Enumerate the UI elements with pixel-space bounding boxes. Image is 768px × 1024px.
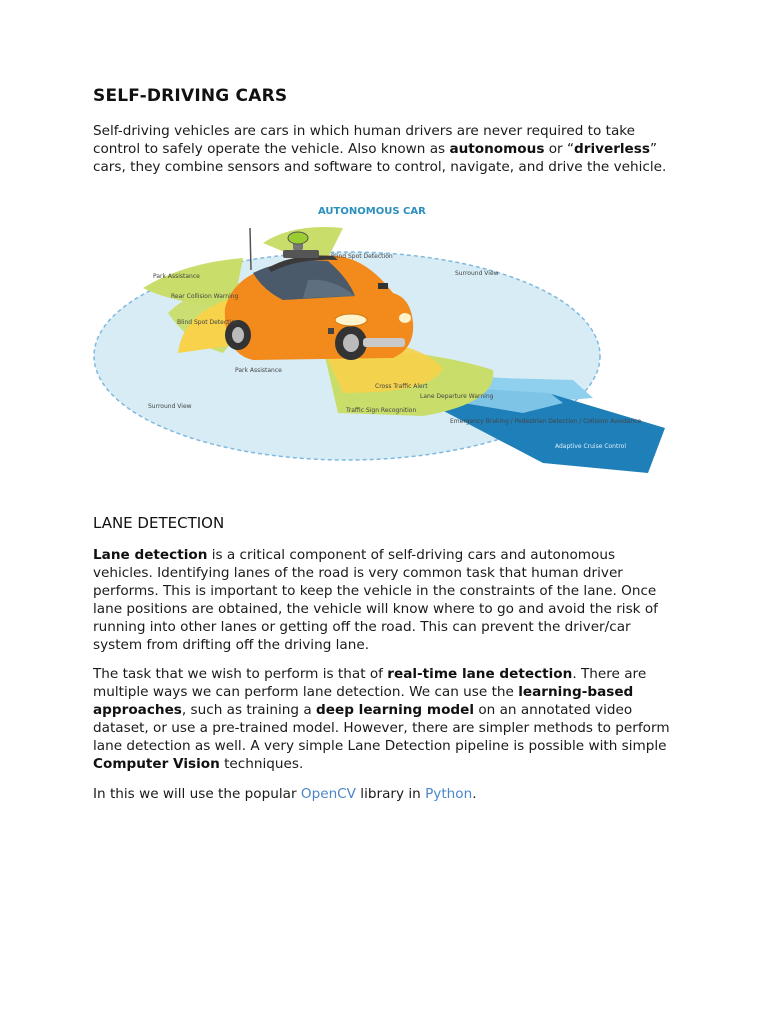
bold-deep-learning: deep learning model	[316, 702, 475, 718]
opencv-paragraph	[93, 785, 678, 803]
label-park-assistance-top: Park Assistance	[153, 273, 200, 280]
figure-title: AUTONOMOUS CAR	[318, 206, 426, 217]
intro-bold-driverless: driverless	[574, 141, 650, 157]
autonomous-car-figure	[93, 198, 678, 476]
label-cross-traffic: Cross Traffic Alert	[375, 383, 428, 390]
para3-text-2: . There are multiple ways we can perform lane detection. We can use the	[93, 666, 647, 700]
para3-text-4: on an annotated video dataset, or use a pre-trained model. However, there are simpler methods to perform lane detection as well. A very simple Lane Detection pipeline is possible with simple	[93, 702, 670, 754]
bold-learning-based: learning-based approaches	[93, 684, 634, 718]
para4-text-1: In this we will use the popular	[93, 786, 301, 802]
label-lane-departure: Lane Departure Warning	[420, 393, 494, 400]
autonomous-car-illustration	[93, 198, 678, 476]
label-adaptive-cruise: Adaptive Cruise Control	[555, 443, 627, 450]
label-blind-spot-left: Blind Spot Detection	[177, 319, 239, 326]
lane-detection-paragraph	[93, 546, 678, 654]
para2-text-1: is a critical component of self-driving cars and autonomous vehicles. Identifying lanes of the road is very common task that human driver performs. This is important to keep the vehicle in the constraints of the lane. Once lane positions are obtained, the vehicle will know where to go and avoid the risk of running into other lanes or getting off the road. This can prevent the driver/car system from drifting off the driving lane.	[93, 547, 658, 653]
page-title: SELF-DRIVING CARS	[93, 86, 288, 106]
bold-lane-detection: Lane detection	[93, 547, 208, 563]
label-park-assistance-bottom: Park Assistance	[235, 367, 282, 374]
opencv-link[interactable]: OpenCV	[300, 786, 356, 802]
intro-text-1: Self-driving vehicles are cars in which human drivers are never required to take control to safely operate the vehicle. Also known as	[93, 123, 636, 157]
para4-text-3: .	[472, 786, 477, 802]
label-surround-view-left: Surround View	[148, 403, 192, 410]
bold-computer-vision: Computer Vision	[93, 756, 220, 772]
intro-text-3: ” cars, they combine sensors and software to control, navigate, and drive the vehicle.	[93, 141, 667, 175]
label-emergency-braking: Emergency Braking / Pedestrian Detection / Collision Avoidance	[450, 418, 642, 425]
bold-real-time: real-time lane detection	[387, 666, 573, 682]
label-rear-collision: Rear Collision Warning	[171, 293, 239, 300]
python-link[interactable]: Python	[425, 786, 473, 802]
label-traffic-sign: Traffic Sign Recognition	[346, 407, 417, 414]
intro-paragraph	[93, 122, 678, 176]
task-paragraph	[93, 665, 678, 773]
para3-text-1: The task that we wish to perform is that of	[93, 666, 388, 682]
intro-text-2: or “	[544, 141, 575, 157]
para4-text-2: library in	[355, 786, 426, 802]
para3-text-5: techniques.	[219, 756, 304, 772]
label-surround-view-right: Surround View	[455, 270, 499, 277]
intro-bold-autonomous: autonomous	[449, 141, 545, 157]
section-heading-lane-detection: LANE DETECTION	[93, 514, 225, 532]
label-blind-spot-top: Blind Spot Detection	[331, 253, 393, 260]
para3-text-3: , such as training a	[181, 702, 317, 718]
